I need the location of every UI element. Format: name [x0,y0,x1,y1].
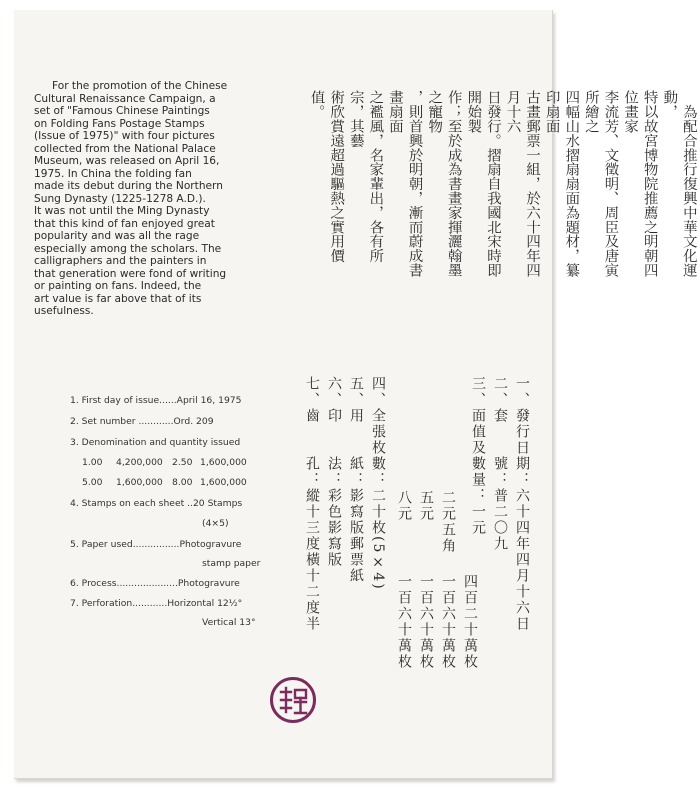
intro-column: ，則首興於明朝，漸而蔚成書畫扇面 [386,90,423,278]
intro-column: 術欣賞遠超過驅熱之實用價值。 [308,90,345,263]
detail-perforation: 7. Perforation............Horizontal 12½° [70,598,243,609]
intro-line: Cultural Renaissance Campaign, a [34,92,216,105]
intro-column: 李流芳、文徵明、周臣及唐寅所繪之 [582,90,619,278]
zh-denom-quantity: 一百六十萬枚 [440,574,456,670]
intro-line: art value is far above that of its [34,292,202,305]
seal-glyph-icon [273,680,313,720]
detail-first-day: 1. First day of issue......April 16, 1975 [70,395,242,406]
denom-quantity: 1,600,000 [200,457,247,468]
zh-denom-quantity: 一百六十萬枚 [396,574,412,670]
zh-detail-stamps-per-sheet: 四、全張枚數：二十枚(5×4) [370,376,386,591]
zh-detail-process: 六、印 法：彩色影寫版 [326,376,342,568]
detail-set-number: 2. Set number ............Ord. 209 [70,416,214,427]
intro-line: on Folding Fans Postage Stamps [34,117,205,130]
detail-process: 6. Process.....................Photogravure [70,578,240,589]
stamp-info-card [14,10,697,779]
detail-sheet-layout: (4×5) [202,518,229,529]
intro-line: For the promotion of the Chinese [52,80,228,92]
zh-denom-quantity: 一百六十萬枚 [418,574,434,670]
english-introduction [34,80,284,318]
denom-value: 5.00 [82,477,103,488]
denom-quantity: 4,200,000 [116,457,163,468]
intro-column: 四幅山水摺扇扇面為題材，纂印扇面 [543,90,580,278]
denom-value: 8.00 [172,477,193,488]
detail-perforation-vertical: Vertical 13° [202,617,256,628]
zh-denom-value: 五元 [418,490,434,522]
intro-line: calligraphers and the painters in [34,255,207,267]
intro-line: set of "Famous Chinese Paintings [34,105,210,117]
intro-line: popularity and was all the rage [34,230,200,242]
intro-line: made its debut during the Northern [34,180,223,192]
denom-quantity: 1,600,000 [116,477,163,488]
intro-line: usefulness. [34,305,94,317]
seal-logo-icon [270,677,316,723]
denom-quantity: 1,600,000 [200,477,247,488]
intro-column: 古畫郵票一組，於六十四年四月十六 [504,90,541,278]
intro-line: that this kind of fan enjoyed great [34,217,215,230]
intro-line: (Issue of 1975)" with four pictures [34,130,215,142]
detail-paper-type: stamp paper [202,558,261,569]
zh-detail-denomination: 三、面值及數量：一元 [470,376,486,536]
zh-detail-first-day: 一、發行日期：六十四年四月十六日 [514,376,530,632]
detail-paper: 5. Paper used................Photogravure [70,539,242,550]
intro-column: 為配合推行復興中華文化運動， [661,90,697,278]
zh-denom-value: 八元 [396,490,412,522]
zh-denom-value: 二元五角 [440,490,456,554]
detail-stamps-per-sheet: 4. Stamps on each sheet ..20 Stamps [70,498,243,509]
chinese-introduction [306,90,698,290]
zh-denom-quantity: 四百二十萬枚 [462,574,478,670]
intro-line: that generation were fond of writing [34,267,227,280]
chinese-issue-details [304,376,530,670]
detail-denomination: 3. Denomination and quantity issued [70,437,241,448]
intro-column: 日發行。摺扇自我國北宋時即開始製 [465,90,501,278]
intro-line: collected from the National Palace [34,142,216,155]
zh-detail-paper: 五、用 紙：影寫版郵票紙 [348,376,364,584]
intro-line: Sung Dynasty (1225-1278 A.D.). [34,192,206,205]
intro-column: 作；至於成為書畫家揮灑翰墨之寵物 [426,90,462,278]
intro-line: especially among the scholars. The [34,242,222,255]
intro-column: 特以故宮博物院推薦之明朝四位畫家 [622,90,658,278]
denom-value: 1.00 [82,457,103,468]
intro-line: It was not until the Ming Dynasty [34,205,210,217]
intro-column: 之襤風，名家輩出，各有所宗，其藝 [347,90,384,263]
denom-value: 2.50 [172,457,193,468]
intro-line: or painting on fans. Indeed, the [34,280,202,292]
zh-detail-perforation: 七、齒 孔：縱十三度橫十二度半 [304,376,320,632]
intro-line: Museum, was released on April 16, [34,155,220,167]
zh-detail-set-number: 二、套 號：普二〇九 [492,376,508,552]
intro-line: 1975. In China the folding fan [34,167,192,180]
